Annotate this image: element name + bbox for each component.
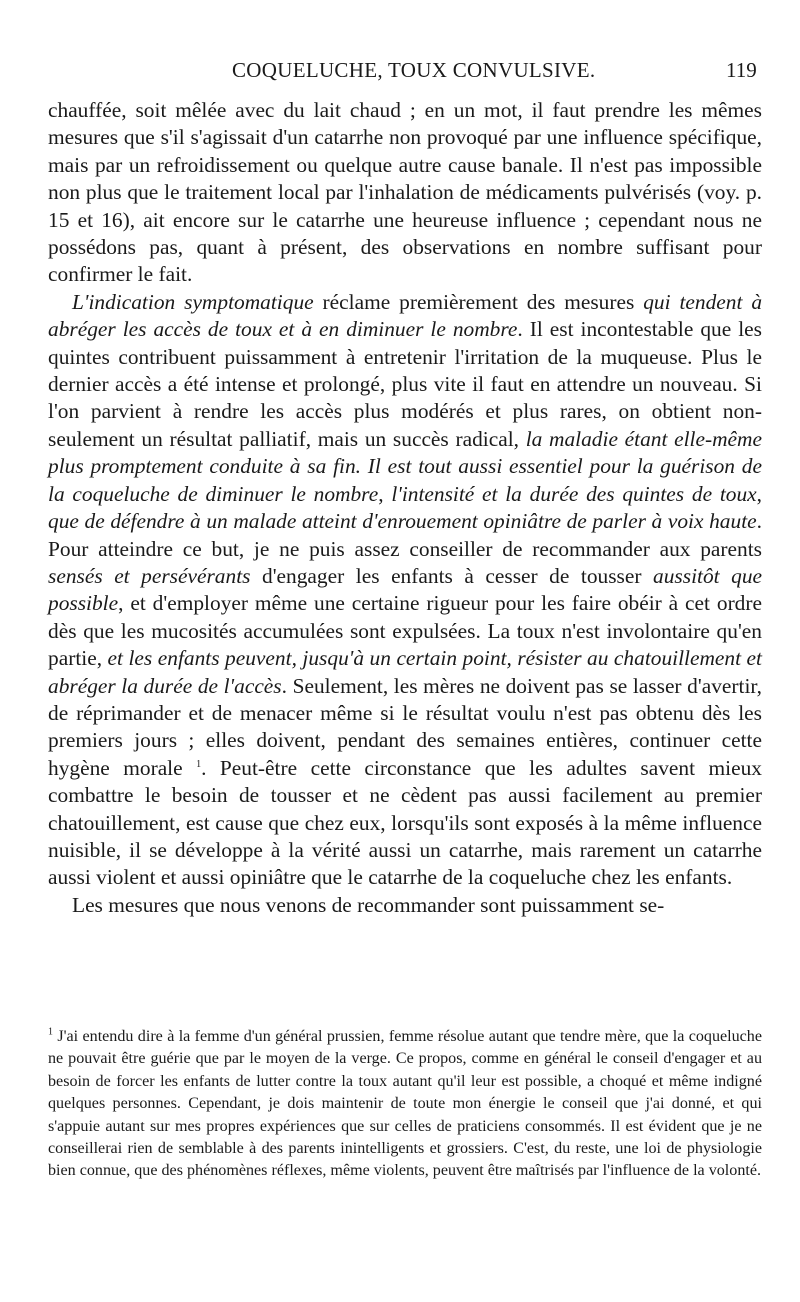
paragraph-symptomatic-indication <box>48 289 762 892</box>
paragraph-text: chauffée, soit mêlée avec du lait chaud ; en un mot, il faut prendre les mêmes mesures que s'il s'agissait d'un catarrhe non provoqué par une influence spécifique, mais par un refroidissement ou quelque autre cause banale. Il n'est pas impossible non plus que le traitement local par l'inhalation de médicaments pulvérisés (voy. p. 15 et 16), ait encore sur le catarrhe une heureuse influence ; cependant nous ne possédons pas, quant à présent, des observations en nombre suffisant pour confirmer le fait. <box>48 98 762 287</box>
italic-phrase: L'indication symptomatique <box>72 289 314 314</box>
footnote-text: J'ai entendu dire à la femme d'un général prussien, femme résolue autant que tendre mère, que la coqueluche ne pouvait être guérie que par le moyen de la verge. Ce propos, comme en général le conseil d'engager et au besoin de forcer les enfants de lutter contre la toux autant qu'il leur est possible, a choqué et même indigné quelques personnes. Cependant, je dois maintenir de toute mon énergie le conseil que j'ai donné, et qui s'appuie autant sur mes propres expériences que sur celles de praticiens consommés. Il est évident que je ne conseillerai rien de semblable à des parents inintelligents et grossiers. C'est, du reste, une loi de physiologie bien connue, que des phénomènes réflexes, même violents, peuvent être maîtrisés par l'influence de la volonté. <box>48 1028 762 1180</box>
paragraph-text: . Pour atteindre ce but, je ne puis assez conseiller de recommander aux parents <box>48 509 762 561</box>
paragraph-text: . Peut-être cette circonstance que les adultes savent mieux combattre le besoin de tousser et ne cèdent pas aussi facilement au premier chatouillement, est cause que chez eux, lorsqu'ils sont exposés à la même influence nuisible, il se développe à la vérité aussi un catarrhe, mais rarement un catarrhe aussi violent et aussi opiniâtre que le catarrhe de la coqueluche chez les enfants. <box>48 755 762 890</box>
paragraph-measures <box>48 892 762 919</box>
page-header <box>0 58 800 88</box>
main-text <box>48 97 762 919</box>
paragraph-continuation <box>48 97 762 289</box>
paragraph-text: d'engager les enfants à cesser de tousser <box>250 563 654 588</box>
italic-phrase: sensés et persévérants <box>48 563 251 588</box>
italic-phrase: et les enfants peuvent, jusqu'à un certain point, résister au chatouillement et abréger la durée de l'accès <box>48 646 762 698</box>
page-number: 119 <box>726 58 757 82</box>
footnote <box>48 1026 762 1183</box>
paragraph-text: , <box>756 481 763 506</box>
paragraph-text: , et d'employer même une certaine rigueur pour les faire obéir à cet ordre dès que les mucosités accumulées sont expulsées. La toux n'est involontaire qu'en partie, <box>48 591 762 671</box>
paragraph-text: . Il est incontestable que les quintes contribuent puissamment à entretenir l'irritation de la muqueuse. Plus le dernier accès a été intense et prolongé, plus vite il faut en attendre un nouveau. Si l'on parvient à rendre les accès plus modérés et plus rares, on obtient non-seulement un résultat palliatif, mais un succès radical, <box>48 317 762 451</box>
running-title: COQUELUCHE, TOUX CONVULSIVE. <box>232 58 596 82</box>
italic-phrase: l'intensité et la durée des quintes de toux <box>391 481 757 506</box>
italic-phrase: la maladie étant elle-même plus promptement conduite à sa fin. Il est tout aussi essentiel pour la guérison de la coqueluche de diminuer le nombre <box>48 426 762 506</box>
paragraph-text: réclame premièrement des mesures <box>313 289 644 314</box>
italic-phrase: aussitôt que possible <box>48 563 763 616</box>
italic-phrase: que de défendre à un malade atteint d'enrouement opiniâtre de parler à voix haute <box>48 509 757 534</box>
paragraph-text: . Seulement, les mères ne doivent pas se lasser d'avertir, de réprimander et de menacer même si le résultat voulu n'est pas obtenu dès les premiers jours ; elles doivent, pendant des semaines entières, continuer cette hygène morale <box>48 673 763 780</box>
italic-phrase: qui tendent à abréger les accès de toux et à en diminuer le nombre <box>48 289 763 342</box>
footnote-marker: 1 <box>48 1026 53 1038</box>
paragraph-text: Les mesures que nous venons de recommander sont puissamment se- <box>72 892 665 917</box>
footnote-reference[interactable]: 1 <box>196 758 202 770</box>
paragraph-text: , <box>378 481 392 506</box>
